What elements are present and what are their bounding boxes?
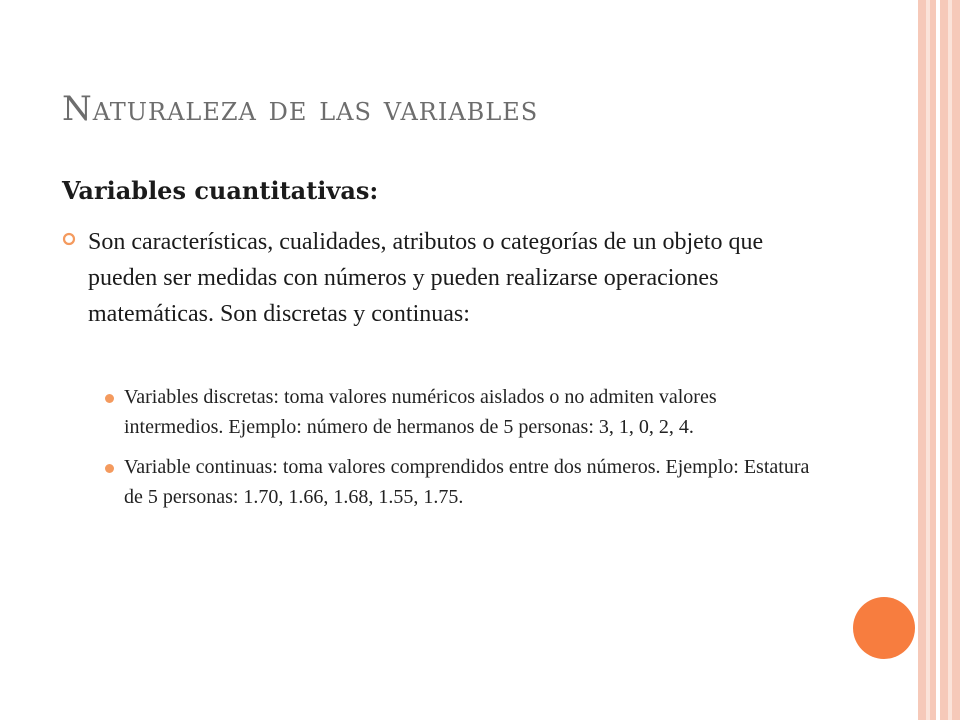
list-item xyxy=(105,452,820,512)
accent-circle xyxy=(853,597,915,659)
subheading: Variables cuantitativas: xyxy=(62,176,379,205)
bullet-ring-icon xyxy=(62,232,76,246)
list-item xyxy=(105,382,820,442)
main-bullet-text: Son características, cualidades, atributos o categorías de un objeto que pueden ser medidas con números y pueden realizarse operaciones matemáticas. Son discretas y continuas: xyxy=(88,229,764,327)
bullet-dot-icon xyxy=(105,464,114,473)
slide-title: Naturaleza de las variables xyxy=(62,89,539,129)
sub-bullet-text: Variables discretas: toma valores numéricos aislados o no admiten valores intermedios. Ejemplo: número de hermanos de 5 personas: 3, 1, 0, 2, 4. xyxy=(124,386,717,438)
main-bullet xyxy=(62,224,822,332)
decorative-stripe xyxy=(918,0,926,720)
bullet-dot-icon xyxy=(105,394,114,403)
sub-bullet-list xyxy=(105,382,820,522)
decorative-stripe xyxy=(952,0,960,720)
decorative-stripe xyxy=(940,0,948,720)
sub-bullet-text: Variable continuas: toma valores comprendidos entre dos números. Ejemplo: Estatura de 5 personas: 1.70, 1.66, 1.68, 1.55, 1.75. xyxy=(124,456,810,508)
